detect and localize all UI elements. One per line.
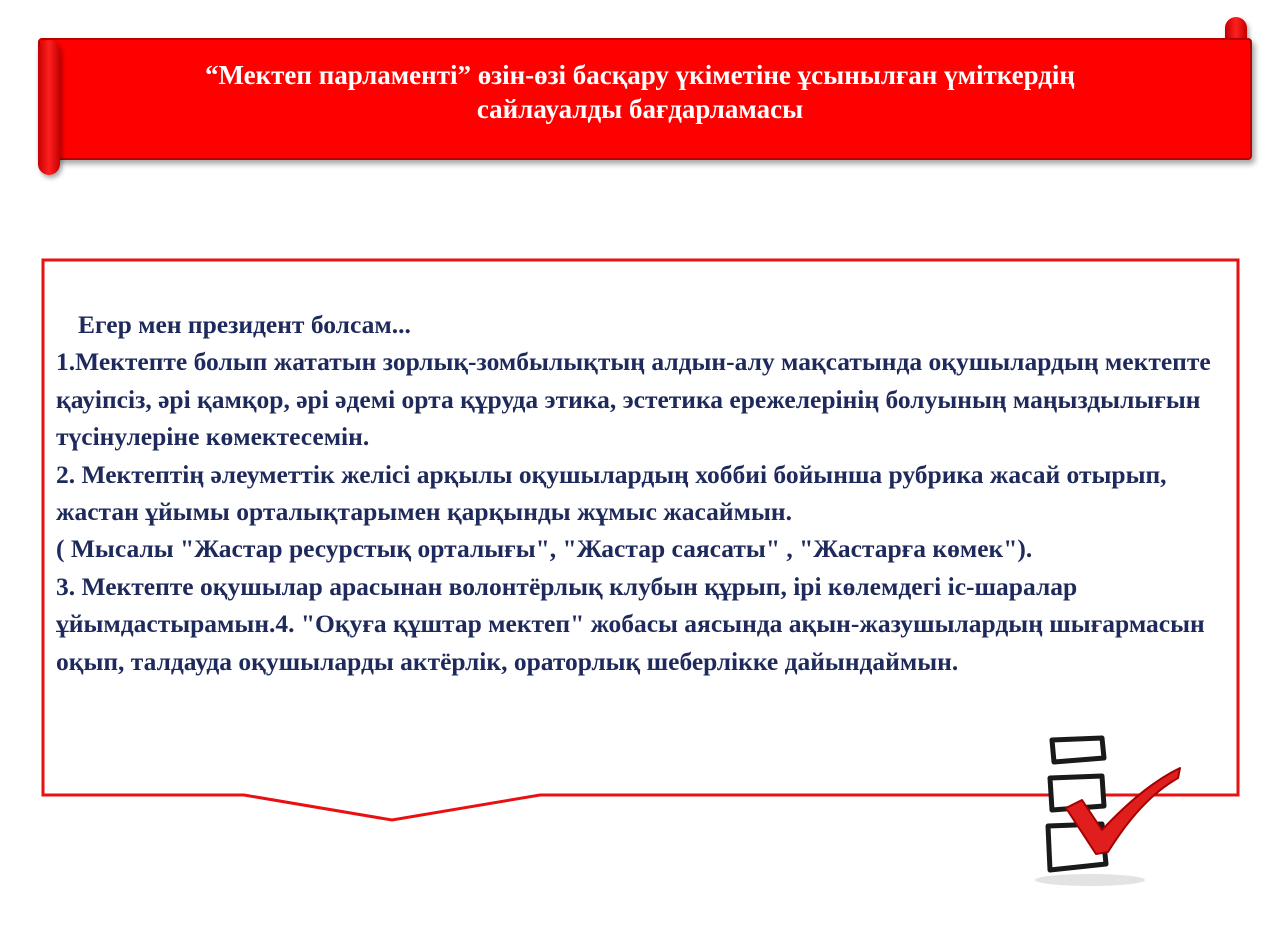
program-text	[56, 306, 1226, 680]
program-item-1: 1.Мектепте болып жататын зорлық-зомбылықтың алдын-алу мақсатында оқушылардың мектепте қауіпсіз, әрі қамқор, әрі әдемі орта құруда этика, эстетика ережелерінің болуының маңыздылығын түсінулеріне көмектесемін.	[56, 347, 1211, 452]
intro-line: Егер мен президент болсам...	[78, 310, 411, 339]
checklist-icon	[1030, 730, 1220, 890]
program-item-3-4: 3. Мектепте оқушылар арасынан волонтёрлық клубын құрып, ірі көлемдегі іс-шаралар ұйымдастырамын.4. "Оқуға құштар мектеп" жобасы аясында ақын-жазушылардың шығармасын оқып, талдауда оқушыларды актёрлік, ораторлық шеберлікке дайындаймын.	[56, 571, 1205, 676]
program-item-2: 2. Мектептің әлеуметтік желісі арқылы оқушылардың хоббиі бойынша рубрика жасай отырып, жастан ұйымы орталықтарымен қарқынды жұмыс жасаймын.	[56, 459, 1167, 527]
checkbox-1	[1052, 738, 1104, 762]
checklist-shadow	[1035, 874, 1145, 886]
banner-title-line-2: сайлауалды бағдарламасы	[476, 94, 804, 124]
program-item-2-example: ( Мысалы "Жастар ресурстық орталығы", "Жастар саясаты" , "Жастарға көмек").	[56, 534, 1033, 564]
banner-title-line-1: “Мектеп парламенті” өзін-өзі басқару үкіметіне ұсынылған үміткердің	[205, 60, 1075, 90]
